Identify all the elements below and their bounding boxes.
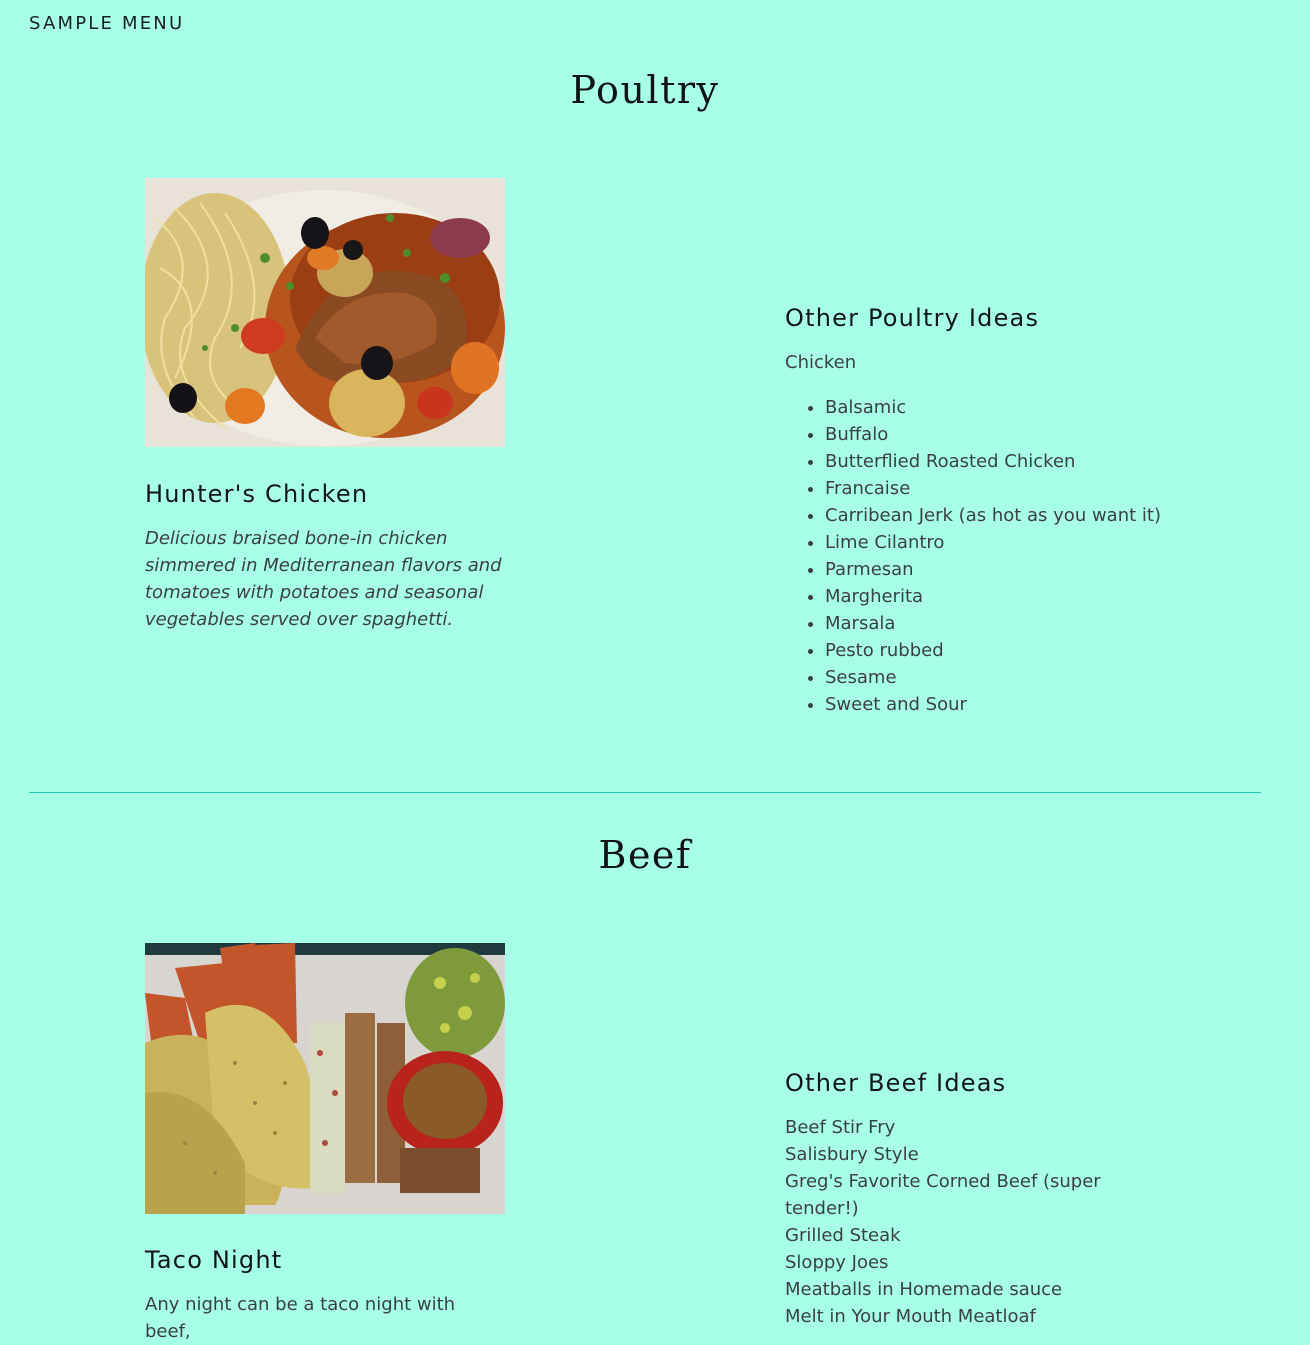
taco-night-image xyxy=(145,943,505,1214)
list-item: Grilled Steak xyxy=(785,1225,901,1246)
taco-night-description: Any night can be a taco night with beef, xyxy=(145,1294,456,1342)
list-item: Sloppy Joes xyxy=(785,1252,889,1273)
hunters-chicken-photo xyxy=(145,178,505,447)
list-item: • Butterflied Roasted Chicken xyxy=(825,448,1161,475)
poultry-ideas-title: Other Poultry Ideas xyxy=(785,304,1040,332)
hunters-chicken-description: Delicious braised bone-in chicken simmered in Mediterranean flavors and tomatoes with potatoes and seasonal vegetables served over spaghetti. xyxy=(145,528,502,630)
list-item: Meatballs in Homemade sauce xyxy=(785,1279,1063,1300)
beef-ideas-list xyxy=(785,1114,1105,1330)
list-item: • Buffalo xyxy=(825,421,1161,448)
beef-ideas-title: Other Beef Ideas xyxy=(785,1069,1007,1097)
list-item: • Parmesan xyxy=(825,556,1161,583)
list-item: • Sweet and Sour xyxy=(825,691,1161,718)
beef-section-title: Beef xyxy=(598,833,692,877)
list-item: • Balsamic xyxy=(825,394,1161,421)
poultry-ideas-subtitle: Chicken xyxy=(785,352,857,373)
list-item: Greg's Favorite Corned Beef (super tender!) xyxy=(785,1171,1101,1219)
list-item: Beef Stir Fry xyxy=(785,1117,896,1138)
taco-night-photo xyxy=(145,943,505,1214)
list-item: • Francaise xyxy=(825,475,1161,502)
list-item: • Carribean Jerk (as hot as you want it) xyxy=(825,502,1161,529)
hunters-chicken-image xyxy=(145,178,505,447)
site-title[interactable]: SAMPLE MENU xyxy=(29,13,185,34)
poultry-ideas-list xyxy=(785,394,1161,718)
list-item: • Margherita xyxy=(825,583,1161,610)
list-item: • Sesame xyxy=(825,664,1161,691)
list-item: Salisbury Style xyxy=(785,1144,919,1165)
hunters-chicken-title: Hunter's Chicken xyxy=(145,480,369,508)
section-divider xyxy=(29,792,1261,793)
list-item: • Marsala xyxy=(825,610,1161,637)
taco-night-title: Taco Night xyxy=(145,1246,283,1274)
list-item: Melt in Your Mouth Meatloaf xyxy=(785,1306,1036,1327)
list-item: • Lime Cilantro xyxy=(825,529,1161,556)
list-item: • Pesto rubbed xyxy=(825,637,1161,664)
poultry-section-title: Poultry xyxy=(570,68,720,112)
